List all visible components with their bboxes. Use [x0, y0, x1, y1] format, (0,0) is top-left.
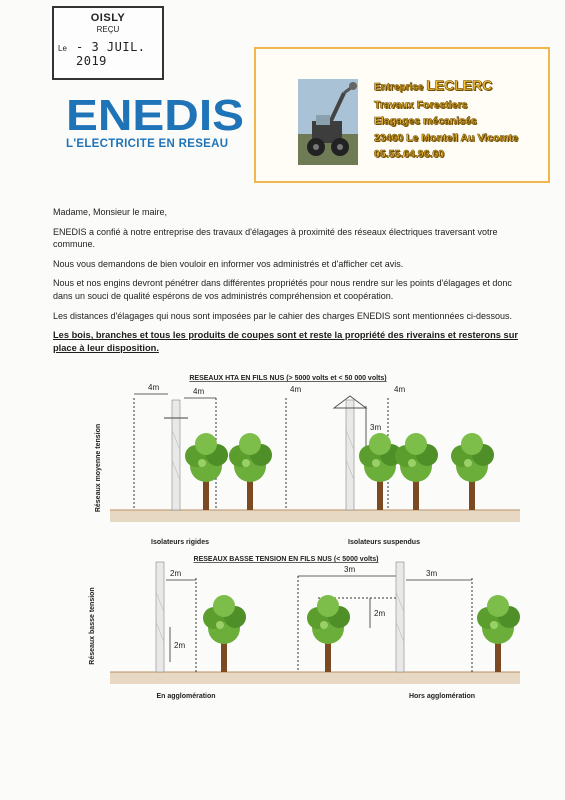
hta-tree-2	[229, 433, 272, 510]
stamp-date-prefix: Le	[58, 44, 67, 53]
paragraph-3: Nous et nos engins devront pénétrer dans différentes propriétés pour nous rendre sur les points d'élagages et donc dans un souci de qualité espérons de vos administrés compréhension et coopération.	[53, 278, 512, 301]
logo-tagline: L'ELECTRICITE EN RESEAU	[66, 138, 229, 150]
paragraph-1: ENEDIS a confié à notre entreprise des travaux d'élagages à proximité des réseaux électriques traversant votre commune.	[53, 226, 498, 250]
bt-dist-v: 2m	[374, 609, 386, 618]
hta-title: RESEAUX HTA EN FILS NUS (> 5000 volts et < 50 000 volts)	[189, 375, 387, 382]
logo-brand: ENEDIS	[66, 92, 244, 136]
bt-tree-1	[203, 595, 246, 672]
hta-dist-v: 3m	[370, 423, 382, 432]
bt-dist-a: 2m	[170, 569, 182, 578]
company-phone: 05.55.64.96.60	[374, 148, 445, 160]
bt-tree-2	[307, 595, 350, 672]
bt-dist-c: 3m	[344, 565, 356, 574]
enedis-wordmark	[66, 92, 244, 136]
bt-caption-right: Hors agglomération	[408, 693, 476, 700]
bt-section	[89, 556, 520, 700]
bt-dist-b: 2m	[174, 641, 186, 650]
bt-pole-right	[396, 562, 404, 672]
pruning-distance-diagram	[88, 372, 528, 702]
hta-pole-right	[346, 400, 354, 510]
bt-tree-3	[477, 595, 520, 672]
hta-section	[95, 375, 520, 546]
company-box	[254, 47, 550, 183]
hta-dist-d: 4m	[394, 385, 406, 394]
hta-dist-a: 4m	[148, 383, 160, 392]
hta-tree-3	[359, 433, 402, 510]
letter-body	[53, 206, 533, 361]
salutation: Madame, Monsieur le maire,	[53, 207, 168, 217]
machine-photo	[298, 79, 358, 165]
hta-caption-left: Isolateurs rigides	[151, 539, 209, 546]
stamp-status: REÇU	[96, 25, 120, 34]
company-title-name: LECLERC	[426, 77, 493, 93]
hta-tree-4	[395, 433, 438, 510]
bt-ground	[110, 672, 520, 684]
company-line1: Travaux Forestiers	[374, 98, 468, 111]
company-title-prefix: Entreprise	[374, 82, 424, 93]
paragraph-2: Nous vous demandons de bien vouloir en informer vos administrés et d'afficher cet avis.	[53, 258, 404, 269]
bt-caption-left: En agglomération	[156, 693, 216, 700]
paragraph-4: Les distances d'élagages qui nous sont imposées par le cahier des charges ENEDIS sont mentionnées ci-dessous.	[53, 310, 512, 321]
hta-ground	[110, 510, 520, 522]
bt-side-label: Réseaux basse tension	[89, 587, 96, 665]
hta-caption-right: Isolateurs suspendus	[348, 539, 420, 546]
paragraph-5-underlined: Les bois, branches et tous les produits de coupes sont et reste la propriété des riverains et resterons sur place à leur disposition.	[53, 330, 518, 353]
company-title	[374, 77, 518, 97]
stamp-date: - 3 JUIL. 2019	[76, 40, 146, 68]
hta-side-label: Réseaux moyenne tension	[95, 423, 102, 513]
bt-pole-left	[156, 562, 164, 672]
reception-stamp	[52, 6, 164, 80]
stamp-name: OISLY	[90, 12, 126, 24]
hta-dist-c: 4m	[290, 385, 302, 394]
bt-dist-d: 3m	[426, 569, 438, 578]
hta-tree-5	[451, 433, 494, 510]
company-address: 23460 Le Monteil Au Vicomte	[374, 131, 519, 144]
company-line2: Elagages mécanisés	[374, 115, 477, 127]
hta-pole-left	[172, 400, 180, 510]
hta-tree-1	[185, 433, 228, 510]
bt-title: RESEAUX BASSE TENSION EN FILS NUS (< 5000 volts)	[193, 556, 379, 563]
company-details	[374, 77, 518, 163]
enedis-logo	[66, 92, 244, 150]
forestry-machine-icon	[298, 79, 358, 165]
hta-dist-b: 4m	[193, 387, 205, 396]
